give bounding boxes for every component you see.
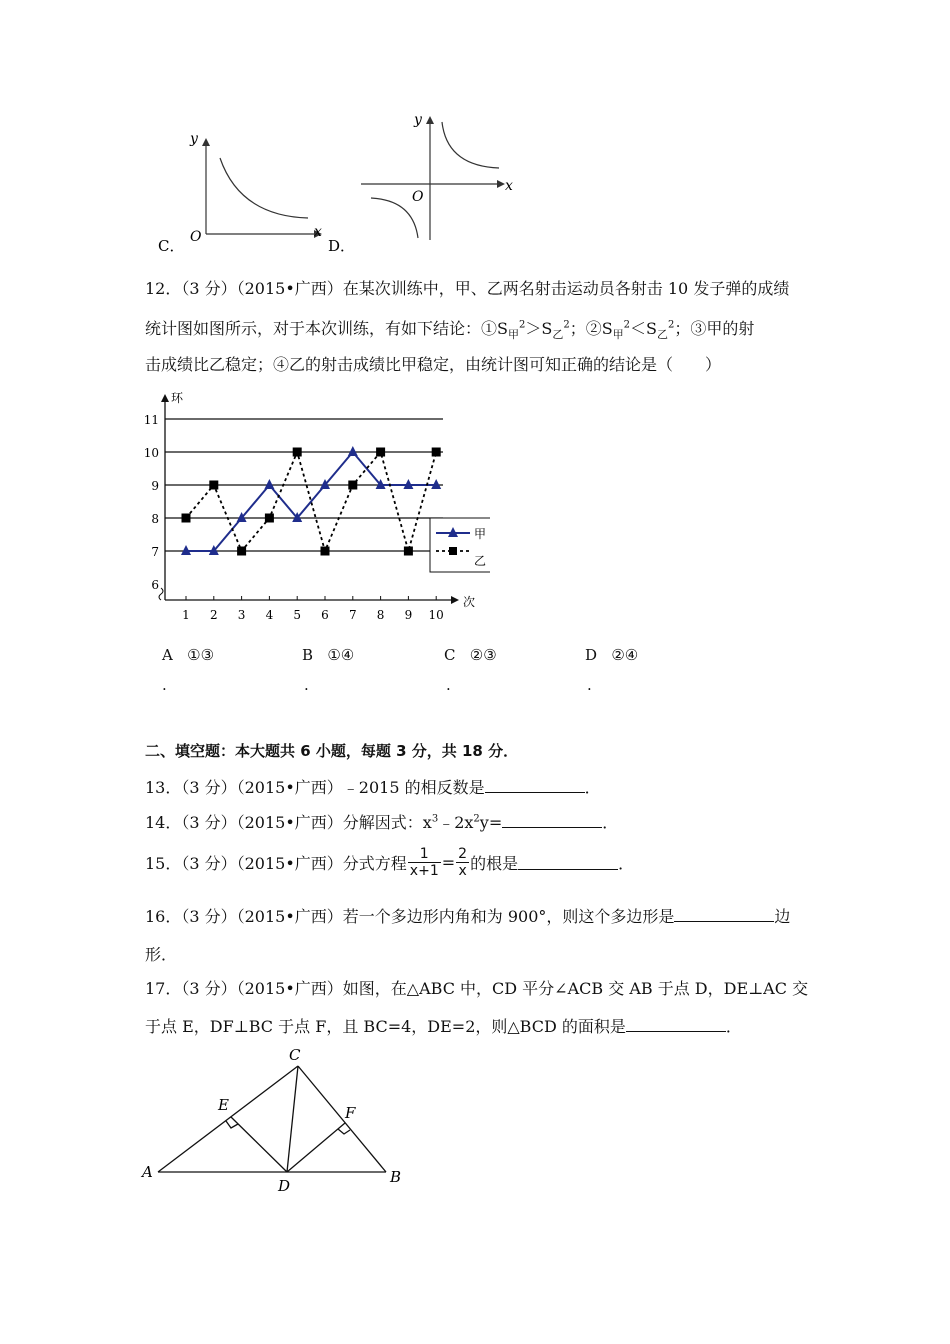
q12-line3: 击成绩比乙稳定；④乙的射击成绩比甲稳定，由统计图可知正确的结论是（ ） [145, 355, 722, 374]
q17-line2: 于点 E，DF⊥BC 于点 F，且 BC=4，DE=2，则△BCD 的面积是 ． [145, 1017, 742, 1036]
series-2-point-5 [293, 448, 302, 457]
option-c-label: C． [158, 237, 185, 255]
option-d[interactable]: D ②④ [585, 646, 639, 664]
q15-answer-blank[interactable] [518, 855, 618, 870]
graph-d-y-label: y [414, 112, 422, 128]
x-tick-10: 10 [428, 608, 444, 622]
y-tick-9: 9 [151, 479, 159, 493]
q12-line1: 12．（3 分）（2015•广西）在某次训练中，甲、乙两名射击运动员各射击 10 发子弹的成绩 [145, 279, 790, 298]
legend-label-2: 乙 [474, 554, 487, 568]
option-b[interactable]: B ①④ [302, 646, 355, 664]
series-2-point-6 [321, 547, 330, 556]
series-2-point-2 [209, 481, 218, 490]
q13-answer-blank[interactable] [485, 778, 585, 793]
option-b-dot: . [304, 676, 309, 694]
legend-label-1: 甲 [474, 527, 487, 541]
option-a-dot: . [162, 676, 167, 694]
q16-line2: 形． [145, 945, 178, 964]
series-2-point-4 [265, 514, 274, 523]
q14: 14．（3 分）（2015•广西）分解因式：$x^3﹣2x^2y=$ ． [145, 813, 619, 832]
x-tick-8: 8 [376, 608, 385, 622]
q15-fraction-1: $\frac{1}{x+1}$ [409, 846, 439, 879]
q15-fraction-2: $\frac{2}{x}$ [458, 846, 468, 879]
q17-answer-blank[interactable] [626, 1017, 726, 1032]
x-tick-7: 7 [348, 608, 357, 622]
x-tick-5: 5 [293, 608, 302, 622]
point-f-label: F [345, 1104, 356, 1122]
x-tick-1: 1 [182, 608, 190, 622]
score-line-chart [140, 388, 490, 628]
section-2-heading: 二、填空题：本大题共 6 小题，每题 3 分，共 18 分． [145, 742, 519, 760]
y-axis-label: 环 [171, 391, 184, 405]
q16-line1: 16．（3 分）（2015•广西）若一个多边形内角和为 900°，则这个多边形是 边 [145, 907, 791, 926]
point-e-label: E [218, 1096, 229, 1114]
triangle-figure [138, 1045, 413, 1195]
point-d-label: D [278, 1177, 291, 1195]
x-tick-4: 4 [265, 608, 274, 622]
option-d-dot: . [587, 676, 592, 694]
x-tick-6: 6 [321, 608, 329, 622]
x-tick-2: 2 [209, 608, 218, 622]
option-d-label: D． [328, 237, 356, 255]
y-tick-11: 11 [143, 413, 159, 427]
y-tick-10: 10 [143, 446, 159, 460]
option-c-dot: . [446, 676, 451, 694]
series-1-point-4 [264, 479, 274, 489]
y-tick-7: 7 [151, 545, 159, 559]
graph-c-x-label: x [314, 224, 322, 240]
vertex-c-label: C [289, 1046, 301, 1064]
series-2-point-3 [237, 547, 246, 556]
option-c[interactable]: C ②③ [444, 646, 497, 664]
q13: 13．（3 分）（2015•广西）﹣2015 的相反数是 ． [145, 778, 601, 797]
series-2-point-8 [376, 448, 385, 457]
q14-answer-blank[interactable] [502, 813, 602, 828]
series-2-point-1 [182, 514, 191, 523]
q12-line2: 统计图如图所示，对于本次训练，有如下结论：$①S_甲^2>S_乙^2$；$②S_甲^2<S_乙^2$；③甲的射 [145, 319, 755, 342]
axis-break [159, 588, 163, 600]
q17-line1: 17．（3 分）（2015•广西）如图，在△ABC 中，CD 平分∠ACB 交 AB 于点 D，DE⊥AC 交 [145, 979, 809, 998]
option-a[interactable]: A ①③ [162, 646, 215, 664]
graph-c-y-label: y [190, 131, 198, 147]
q16-answer-blank[interactable] [674, 907, 774, 922]
graph-d [325, 108, 520, 260]
graph-d-x-label: x [505, 178, 513, 194]
vertex-a-label: A [142, 1163, 153, 1181]
y-tick-6: 6 [151, 578, 159, 592]
series-2-point-10 [432, 448, 441, 457]
series-line-1 [186, 452, 436, 551]
y-tick-8: 8 [151, 512, 159, 526]
series-2-point-7 [348, 481, 357, 490]
graph-c-origin: O [190, 229, 202, 245]
x-axis-label: 次 [463, 595, 476, 609]
series-1-point-7 [348, 446, 358, 456]
q15: 15．（3 分）（2015•广西）分式方程 $\frac{1}{x+1}$ = $\frac{2}{x}$ 的根是 ． [145, 846, 635, 879]
y-axis-arrow [161, 394, 169, 402]
x-axis-arrow [451, 596, 459, 604]
vertex-b-label: B [390, 1168, 402, 1186]
graph-c [150, 128, 335, 258]
x-tick-9: 9 [404, 608, 413, 622]
series-2-point-9 [404, 547, 413, 556]
x-tick-3: 3 [237, 608, 246, 622]
graph-d-origin: O [412, 189, 424, 205]
legend-marker-2 [449, 547, 457, 555]
